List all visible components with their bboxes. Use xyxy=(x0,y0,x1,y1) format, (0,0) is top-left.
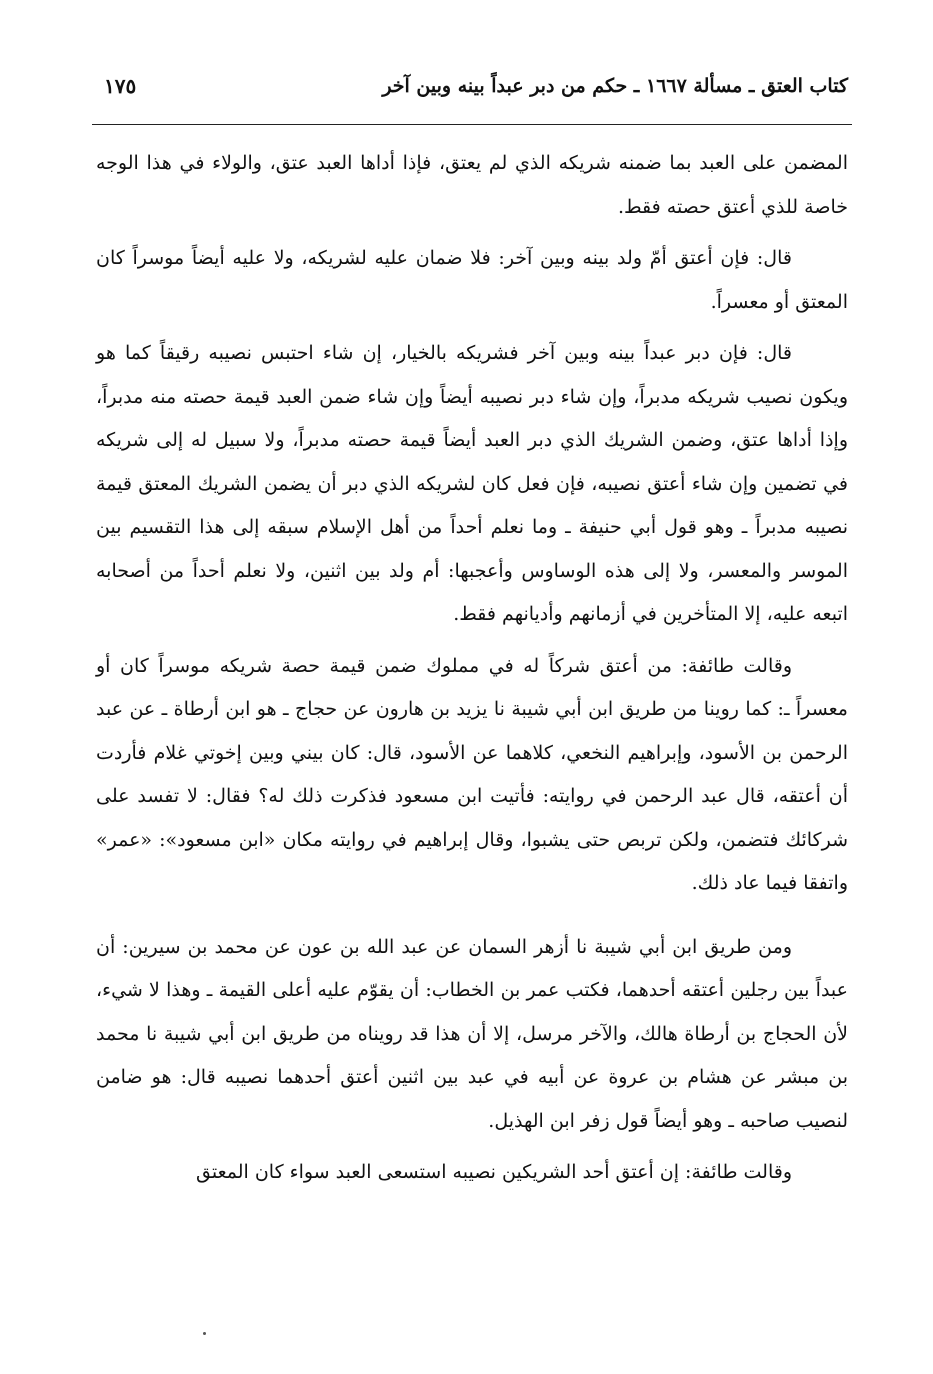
scan-speck xyxy=(203,1332,206,1335)
paragraph: قال: فإن دبر عبداً بينه وبين آخر فشريكه بالخيار، إن شاء احتبس نصيبه رقيقاً كما هو ويكون نصيب شريكه مدبراً، وإن شاء دبر نصيبه أيضاً وإن شاء ضمن العبد قيمة حصته منه مدبراً، وإذا أداها عتق، وضمن الشريك الذي دبر العبد أيضاً قيمة حصته مدبراً، ولا سبيل له إلى شريكه في تضمين وإن شاء أعتق نصيبه، فإن فعل كان لشريكه الذي دبر أن يضمن الشريك المعتق قيمة نصيبه مدبراً ـ وهو قول أبي حنيفة ـ وما نعلم أحداً من أهل الإسلام سبقه إلى هذا التقسيم بين الموسر والمعسر، ولا إلى هذه الوساوس وأعجبها: أم ولد بين اثنين، ولا نعلم أحداً من أصحابه اتبعه عليه، إلا المتأخرين في أزمانهم وأديانهم فقط. xyxy=(96,342,848,625)
running-title: كتاب العتق ـ مسألة ١٦٦٧ ـ حكم من دبر عبداً بينه وبين آخر xyxy=(382,75,848,97)
paragraph: قال: فإن أعتق أمّ ولد بينه وبين آخر: فلا ضمان عليه لشريكه، ولا عليه أيضاً موسراً كان المعتق أو معسراً. xyxy=(96,247,848,313)
paragraph: ومن طريق ابن أبي شيبة نا أزهر السمان عن عبد الله بن عون عن محمد بن سيرين: أن عبداً بين رجلين أعتقه أحدهما، فكتب عمر بن الخطاب: أن يقوّم عليه أعلى القيمة ـ وهذا لا شيء، لأن الحجاج بن أرطاة هالك، والآخر مرسل، إلا أن هذا قد رويناه من طريق ابن أبي شيبة نا محمد بن مبشر عن هشام بن عروة عن أبيه في عبد بين اثنين أعتق أحدهما نصيبه قال: هو ضامن لنصيب صاحبه ـ وهو أيضاً قول زفر ابن الهذيل. xyxy=(96,935,848,1132)
page-number: ١٧٥ xyxy=(104,74,137,98)
paragraph: وقالت طائفة: إن أعتق أحد الشريكين نصيبه استسعى العبد سواء كان المعتق xyxy=(195,1161,792,1183)
paragraph: المضمن على العبد بما ضمنه شريكه الذي لم يعتق، فإذا أداها العبد عتق، والولاء في هذا الوجه خاصة للذي أعتق حصته فقط. xyxy=(96,152,848,218)
paragraph: وقالت طائفة: من أعتق شركاً له في مملوك ضمن قيمة حصة شريكه موسراً كان أو معسراً ـ: كما روينا من طريق ابن أبي شيبة نا يزيد بن هارون عن حجاج ـ هو ابن أرطاة ـ عن عبد الرحمن بن الأسود، وإبراهيم النخعي، كلاهما عن الأسود، قال: كان بيني وبين إخوتي غلام فأردت أن أعتقه، قال عبد الرحمن في روايته: فأتيت ابن مسعود فذكرت ذلك له؟ فقال: لا تفسد على شركائك فتضمن، ولكن تربص حتى يشبوا، وقال إبراهيم في روايته مكان «ابن مسعود»: «عمر» واتفقا فيما عاد ذلك. xyxy=(96,654,848,894)
header-divider xyxy=(92,124,852,125)
page-header xyxy=(96,66,848,112)
main-text xyxy=(96,142,848,1195)
